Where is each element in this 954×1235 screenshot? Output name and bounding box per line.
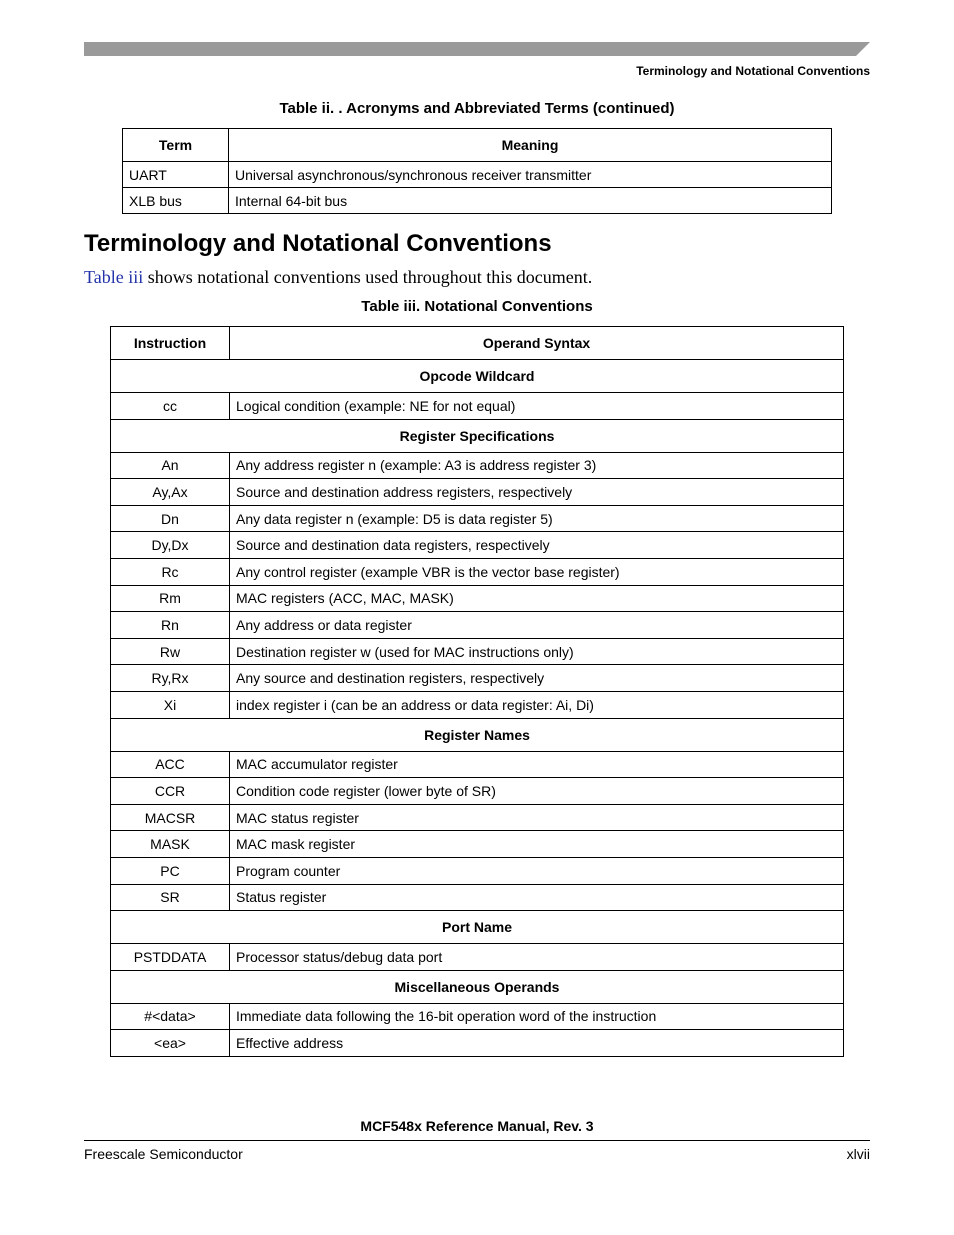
running-head: Terminology and Notational Conventions: [636, 64, 870, 78]
group-header-row: [111, 970, 844, 1003]
table-row: [111, 804, 844, 831]
instruction-cell: <ea>: [111, 1030, 230, 1057]
table-row: [111, 944, 844, 971]
table-row: [111, 1003, 844, 1030]
term-cell: XLB bus: [123, 188, 229, 214]
header-bar: [84, 42, 870, 56]
instruction-cell: #<data>: [111, 1003, 230, 1030]
instruction-cell: Dn: [111, 505, 230, 532]
instruction-cell: Rm: [111, 585, 230, 612]
instruction-cell: An: [111, 452, 230, 479]
operand-syntax-cell: Condition code register (lower byte of SR): [230, 778, 844, 805]
group-title: Port Name: [111, 911, 844, 944]
table-row: [111, 831, 844, 858]
instruction-cell: Ay,Ax: [111, 479, 230, 506]
operand-syntax-cell: index register i (can be an address or data register: Ai, Di): [230, 691, 844, 718]
table-row: [111, 665, 844, 692]
instruction-cell: ACC: [111, 751, 230, 778]
operand-syntax-cell: Any source and destination registers, respectively: [230, 665, 844, 692]
table-row: [111, 479, 844, 506]
table-row: [111, 857, 844, 884]
group-header-row: [111, 419, 844, 452]
operand-syntax-cell: Source and destination data registers, respectively: [230, 532, 844, 559]
column-header-meaning: Meaning: [229, 129, 832, 162]
table-row: [111, 532, 844, 559]
instruction-cell: MACSR: [111, 804, 230, 831]
instruction-cell: PSTDDATA: [111, 944, 230, 971]
instruction-cell: PC: [111, 857, 230, 884]
acronyms-table: [122, 128, 832, 214]
meaning-cell: Universal asynchronous/synchronous receiver transmitter: [229, 162, 832, 188]
column-header-operand-syntax: Operand Syntax: [230, 327, 844, 360]
instruction-cell: Rc: [111, 558, 230, 585]
group-header-row: [111, 718, 844, 751]
table-row: [111, 505, 844, 532]
instruction-cell: SR: [111, 884, 230, 911]
operand-syntax-cell: Status register: [230, 884, 844, 911]
table-header-row: [111, 327, 844, 360]
table-row: [111, 585, 844, 612]
footer-title: MCF548x Reference Manual, Rev. 3: [360, 1118, 594, 1134]
operand-syntax-cell: Any address or data register: [230, 612, 844, 639]
group-header-row: [111, 911, 844, 944]
table-row: [111, 638, 844, 665]
section-title: Terminology and Notational Conventions: [84, 230, 552, 257]
notational-conventions-table: [110, 326, 844, 1057]
table-row: [123, 162, 832, 188]
instruction-cell: Ry,Rx: [111, 665, 230, 692]
table-row: [111, 884, 844, 911]
intro-text: shows notational conventions used throughout this document.: [143, 267, 593, 287]
operand-syntax-cell: Any data register n (example: D5 is data register 5): [230, 505, 844, 532]
meaning-cell: Internal 64-bit bus: [229, 188, 832, 214]
table-row: [111, 778, 844, 805]
operand-syntax-cell: MAC status register: [230, 804, 844, 831]
operand-syntax-cell: Any address register n (example: A3 is address register 3): [230, 452, 844, 479]
operand-syntax-cell: Program counter: [230, 857, 844, 884]
instruction-cell: Rw: [111, 638, 230, 665]
table-row: [111, 558, 844, 585]
footer-divider: [84, 1140, 870, 1141]
table-ii-caption: Table ii. . Acronyms and Abbreviated Terms (continued): [279, 100, 675, 117]
column-header-instruction: Instruction: [111, 327, 230, 360]
operand-syntax-cell: MAC accumulator register: [230, 751, 844, 778]
page-number: xlvii: [846, 1146, 870, 1162]
table-row: [111, 1030, 844, 1057]
table-row: [111, 452, 844, 479]
group-title: Miscellaneous Operands: [111, 970, 844, 1003]
group-title: Opcode Wildcard: [111, 360, 844, 393]
intro-paragraph: [84, 267, 592, 288]
table-row: [111, 751, 844, 778]
instruction-cell: Xi: [111, 691, 230, 718]
operand-syntax-cell: Immediate data following the 16-bit operation word of the instruction: [230, 1003, 844, 1030]
operand-syntax-cell: Source and destination address registers, respectively: [230, 479, 844, 506]
instruction-cell: CCR: [111, 778, 230, 805]
operand-syntax-cell: Logical condition (example: NE for not equal): [230, 393, 844, 420]
instruction-cell: Rn: [111, 612, 230, 639]
operand-syntax-cell: Destination register w (used for MAC instructions only): [230, 638, 844, 665]
instruction-cell: MASK: [111, 831, 230, 858]
footer-publisher: Freescale Semiconductor: [84, 1146, 243, 1162]
table-row: [123, 188, 832, 214]
table-header-row: [123, 129, 832, 162]
instruction-cell: cc: [111, 393, 230, 420]
table-iii-link[interactable]: Table iii: [84, 267, 144, 287]
group-title: Register Specifications: [111, 419, 844, 452]
operand-syntax-cell: MAC mask register: [230, 831, 844, 858]
operand-syntax-cell: Effective address: [230, 1030, 844, 1057]
column-header-term: Term: [123, 129, 229, 162]
instruction-cell: Dy,Dx: [111, 532, 230, 559]
table-iii-caption: Table iii. Notational Conventions: [361, 298, 593, 315]
table-row: [111, 393, 844, 420]
group-header-row: [111, 360, 844, 393]
group-title: Register Names: [111, 718, 844, 751]
operand-syntax-cell: Processor status/debug data port: [230, 944, 844, 971]
operand-syntax-cell: MAC registers (ACC, MAC, MASK): [230, 585, 844, 612]
table-row: [111, 612, 844, 639]
operand-syntax-cell: Any control register (example VBR is the vector base register): [230, 558, 844, 585]
table-row: [111, 691, 844, 718]
term-cell: UART: [123, 162, 229, 188]
